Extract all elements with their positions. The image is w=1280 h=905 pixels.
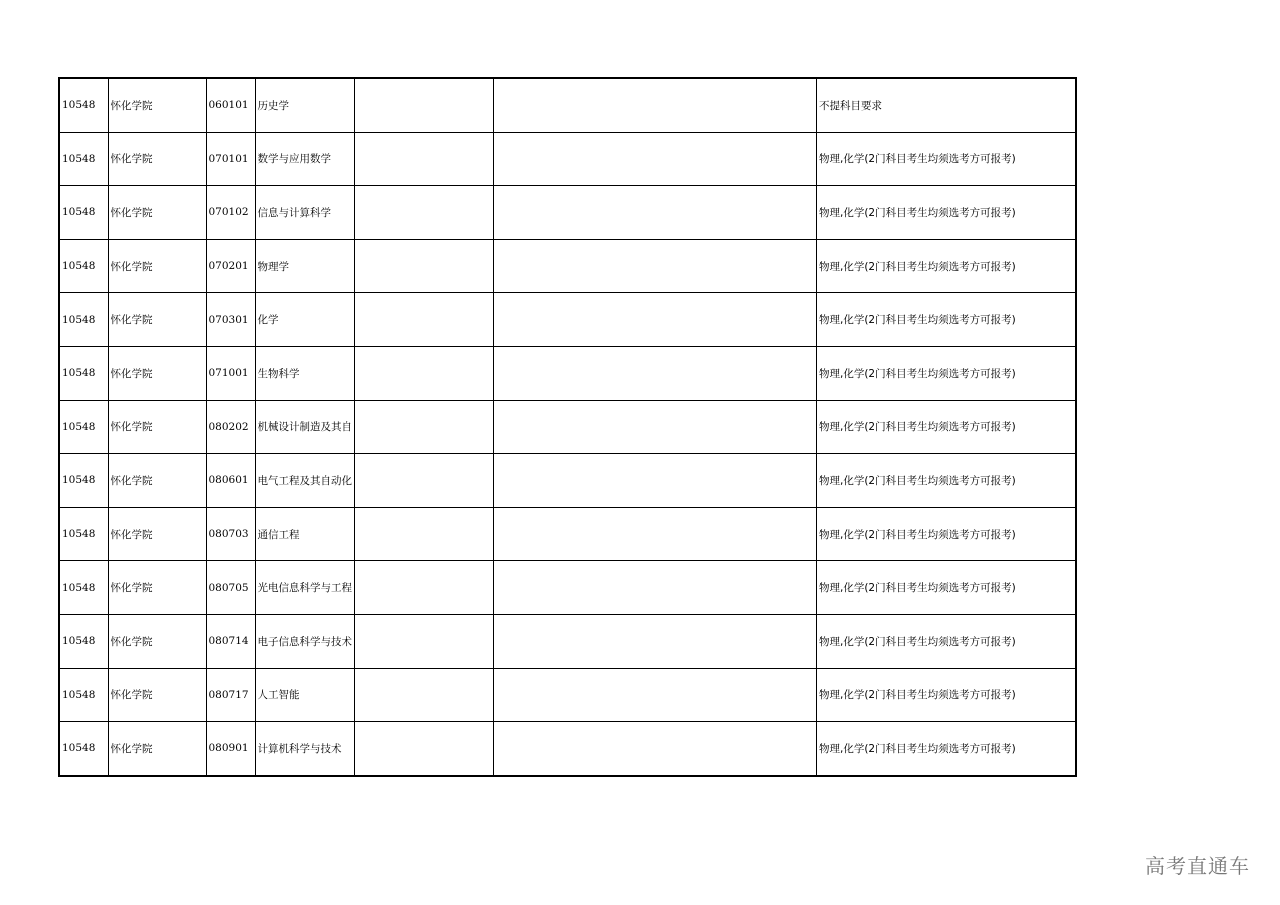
major-name-cell: 人工智能 xyxy=(255,668,355,722)
school-name-cell: 怀化学院 xyxy=(108,293,206,347)
subject-requirement-cell: 物理,化学(2门科目考生均须选考方可报考) xyxy=(817,293,1076,347)
empty-cell xyxy=(494,78,817,132)
school-code-cell: 10548 xyxy=(59,614,108,668)
empty-cell xyxy=(494,346,817,400)
major-code-cell: 070102 xyxy=(206,186,255,240)
table-row xyxy=(59,186,1076,240)
empty-cell xyxy=(355,722,494,776)
empty-cell xyxy=(355,400,494,454)
major-name-cell: 生物科学 xyxy=(255,346,355,400)
school-code-cell: 10548 xyxy=(59,561,108,615)
subject-requirement-cell: 物理,化学(2门科目考生均须选考方可报考) xyxy=(817,722,1076,776)
table-row xyxy=(59,668,1076,722)
table-row xyxy=(59,507,1076,561)
subject-requirement-cell: 物理,化学(2门科目考生均须选考方可报考) xyxy=(817,507,1076,561)
subject-requirement-cell: 不提科目要求 xyxy=(817,78,1076,132)
school-name-cell: 怀化学院 xyxy=(108,400,206,454)
school-code-cell: 10548 xyxy=(59,507,108,561)
major-code-cell: 080202 xyxy=(206,400,255,454)
school-name-cell: 怀化学院 xyxy=(108,507,206,561)
empty-cell xyxy=(355,614,494,668)
empty-cell xyxy=(494,132,817,186)
empty-cell xyxy=(355,186,494,240)
major-name-cell: 通信工程 xyxy=(255,507,355,561)
major-code-cell: 070301 xyxy=(206,293,255,347)
school-name-cell: 怀化学院 xyxy=(108,132,206,186)
empty-cell xyxy=(355,454,494,508)
empty-cell xyxy=(494,400,817,454)
school-name-cell: 怀化学院 xyxy=(108,614,206,668)
major-code-cell: 080717 xyxy=(206,668,255,722)
major-name-cell: 信息与计算科学 xyxy=(255,186,355,240)
table-row xyxy=(59,614,1076,668)
major-code-cell: 060101 xyxy=(206,78,255,132)
major-name-cell: 计算机科学与技术 xyxy=(255,722,355,776)
table-row xyxy=(59,346,1076,400)
subject-requirement-cell: 物理,化学(2门科目考生均须选考方可报考) xyxy=(817,239,1076,293)
empty-cell xyxy=(494,186,817,240)
school-code-cell: 10548 xyxy=(59,293,108,347)
subject-requirement-cell: 物理,化学(2门科目考生均须选考方可报考) xyxy=(817,614,1076,668)
subject-requirement-cell: 物理,化学(2门科目考生均须选考方可报考) xyxy=(817,668,1076,722)
subject-requirement-cell: 物理,化学(2门科目考生均须选考方可报考) xyxy=(817,561,1076,615)
school-code-cell: 10548 xyxy=(59,78,108,132)
empty-cell xyxy=(494,239,817,293)
empty-cell xyxy=(494,614,817,668)
school-code-cell: 10548 xyxy=(59,722,108,776)
subject-requirement-cell: 物理,化学(2门科目考生均须选考方可报考) xyxy=(817,400,1076,454)
major-name-cell: 电子信息科学与技术 xyxy=(255,614,355,668)
empty-cell xyxy=(355,293,494,347)
table-row xyxy=(59,454,1076,508)
table-body xyxy=(59,78,1076,776)
empty-cell xyxy=(355,78,494,132)
empty-cell xyxy=(355,507,494,561)
major-name-cell: 电气工程及其自动化 xyxy=(255,454,355,508)
major-code-cell: 080901 xyxy=(206,722,255,776)
school-name-cell: 怀化学院 xyxy=(108,78,206,132)
major-code-cell: 080714 xyxy=(206,614,255,668)
subject-requirement-cell: 物理,化学(2门科目考生均须选考方可报考) xyxy=(817,346,1076,400)
major-code-cell: 070201 xyxy=(206,239,255,293)
school-name-cell: 怀化学院 xyxy=(108,722,206,776)
empty-cell xyxy=(355,132,494,186)
school-name-cell: 怀化学院 xyxy=(108,668,206,722)
major-name-cell: 数学与应用数学 xyxy=(255,132,355,186)
empty-cell xyxy=(494,668,817,722)
major-name-cell: 物理学 xyxy=(255,239,355,293)
empty-cell xyxy=(494,293,817,347)
major-code-cell: 080703 xyxy=(206,507,255,561)
empty-cell xyxy=(355,239,494,293)
school-name-cell: 怀化学院 xyxy=(108,561,206,615)
empty-cell xyxy=(494,722,817,776)
empty-cell xyxy=(355,346,494,400)
empty-cell xyxy=(494,561,817,615)
table-row xyxy=(59,132,1076,186)
school-code-cell: 10548 xyxy=(59,400,108,454)
table-row xyxy=(59,78,1076,132)
table-row xyxy=(59,722,1076,776)
major-code-cell: 080705 xyxy=(206,561,255,615)
data-table xyxy=(58,77,1077,777)
major-code-cell: 080601 xyxy=(206,454,255,508)
empty-cell xyxy=(494,454,817,508)
empty-cell xyxy=(355,561,494,615)
table-row xyxy=(59,239,1076,293)
school-code-cell: 10548 xyxy=(59,132,108,186)
major-name-cell: 光电信息科学与工程 xyxy=(255,561,355,615)
watermark-text: 高考直通车 xyxy=(1145,854,1250,878)
major-name-cell: 历史学 xyxy=(255,78,355,132)
empty-cell xyxy=(494,507,817,561)
school-name-cell: 怀化学院 xyxy=(108,186,206,240)
subject-requirement-cell: 物理,化学(2门科目考生均须选考方可报考) xyxy=(817,454,1076,508)
table-row xyxy=(59,293,1076,347)
major-name-cell: 机械设计制造及其自 xyxy=(255,400,355,454)
major-code-cell: 070101 xyxy=(206,132,255,186)
school-name-cell: 怀化学院 xyxy=(108,346,206,400)
subject-requirement-cell: 物理,化学(2门科目考生均须选考方可报考) xyxy=(817,186,1076,240)
subject-requirement-cell: 物理,化学(2门科目考生均须选考方可报考) xyxy=(817,132,1076,186)
school-code-cell: 10548 xyxy=(59,454,108,508)
table-row xyxy=(59,561,1076,615)
school-code-cell: 10548 xyxy=(59,186,108,240)
school-code-cell: 10548 xyxy=(59,239,108,293)
major-code-cell: 071001 xyxy=(206,346,255,400)
school-code-cell: 10548 xyxy=(59,346,108,400)
school-code-cell: 10548 xyxy=(59,668,108,722)
school-name-cell: 怀化学院 xyxy=(108,454,206,508)
school-name-cell: 怀化学院 xyxy=(108,239,206,293)
major-name-cell: 化学 xyxy=(255,293,355,347)
table-row xyxy=(59,400,1076,454)
empty-cell xyxy=(355,668,494,722)
